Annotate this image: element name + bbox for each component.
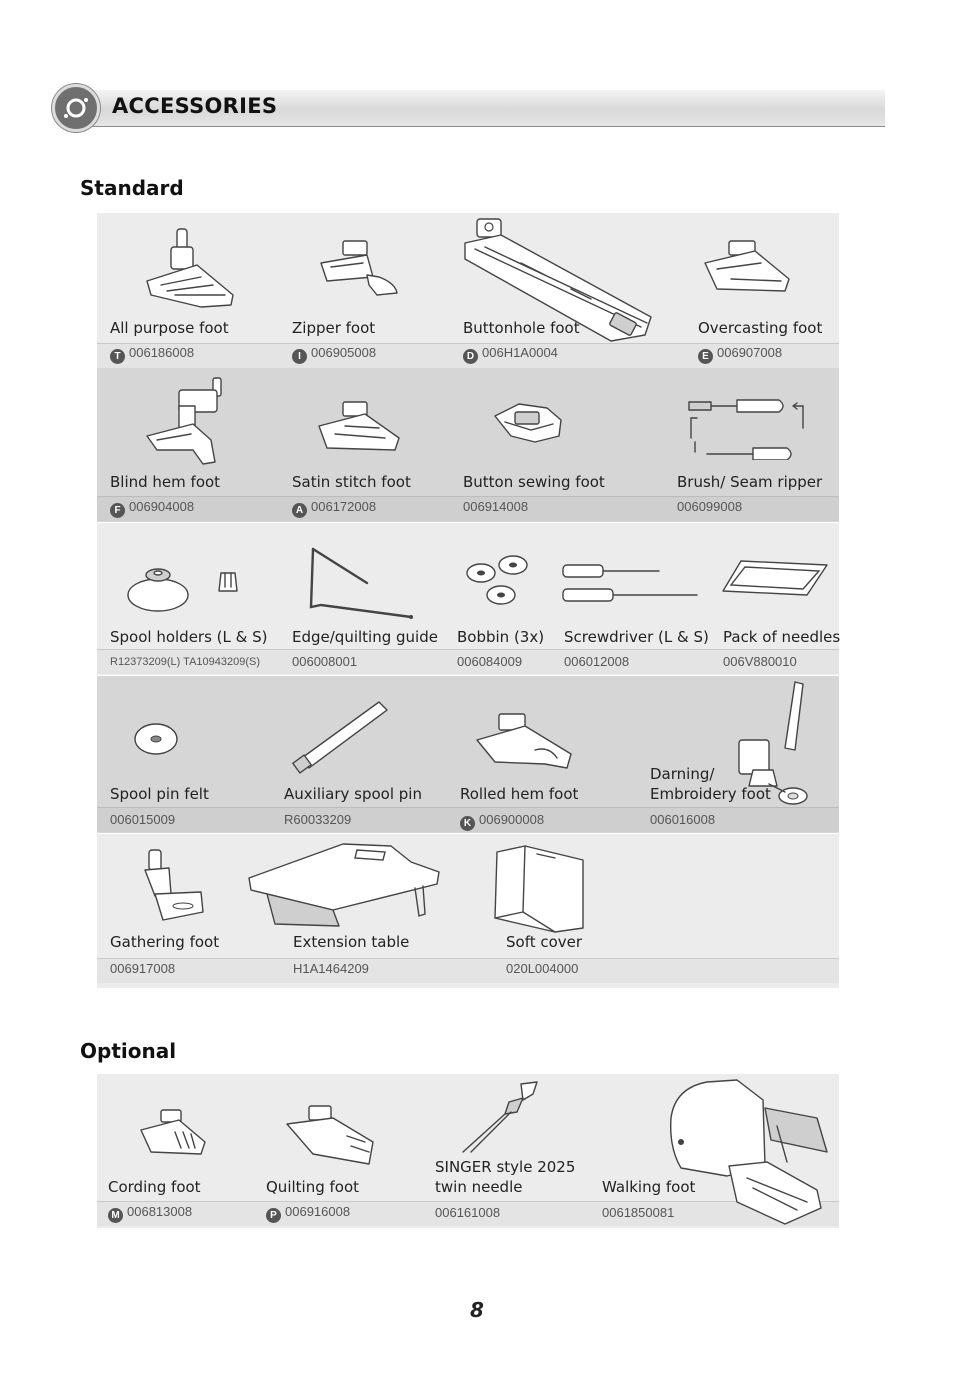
item-name: Extension table [293, 933, 410, 951]
page-title: ACCESSORIES [112, 94, 278, 118]
item-name: Spool pin felt [110, 785, 209, 803]
item-name-line-1: Darning/ [650, 765, 715, 783]
item-code: T 006186008 [110, 345, 194, 364]
auxiliary-spool-pin-icon [291, 698, 391, 774]
satin-stitch-foot-icon [315, 398, 403, 458]
item-badge: K [460, 816, 475, 831]
item-code: 0061850081 [602, 1205, 675, 1220]
item-name: Pack of needles [723, 628, 841, 646]
edge-quilting-guide-icon [307, 543, 417, 623]
standard-row-5 [97, 834, 839, 988]
page-number: 8 [470, 1298, 484, 1322]
standard-row-2 [97, 368, 839, 522]
item-code: 006V880010 [723, 654, 797, 669]
item-code: 006015009 [110, 812, 176, 827]
overcasting-foot-icon [701, 239, 793, 299]
standard-heading: Standard [80, 176, 184, 200]
item-code: 006012008 [564, 654, 630, 669]
item-badge: T [110, 349, 125, 364]
optional-heading: Optional [80, 1039, 177, 1063]
item-name: Walking foot [602, 1178, 696, 1196]
item-name: Overcasting foot [698, 319, 823, 337]
cording-foot-icon [137, 1108, 209, 1160]
item-name: Zipper foot [292, 319, 376, 337]
item-name: Spool holders (L & S) [110, 628, 268, 646]
item-name: Blind hem foot [110, 473, 221, 491]
item-name-line-1: SINGER style 2025 [435, 1158, 576, 1176]
section-header [52, 84, 885, 132]
soft-cover-icon [493, 842, 587, 934]
item-code: 006016008 [650, 812, 716, 827]
extension-table-icon [247, 840, 445, 930]
spool-holder-small-icon [215, 567, 241, 595]
item-badge: M [108, 1208, 123, 1223]
screwdriver-icon [559, 561, 701, 605]
item-badge: D [463, 349, 478, 364]
twin-needle-icon [459, 1080, 543, 1156]
button-sewing-foot-icon [491, 398, 565, 446]
item-name: Satin stitch foot [292, 473, 411, 491]
blind-hem-foot-icon [143, 376, 235, 468]
item-name: Gathering foot [110, 933, 220, 951]
item-code: A 006172008 [292, 499, 376, 518]
item-name: Quilting foot [266, 1178, 360, 1196]
item-name: Brush/ Seam ripper [677, 473, 823, 491]
item-badge: E [698, 349, 713, 364]
optional-row [97, 1074, 839, 1228]
item-code: R60033209 [284, 812, 352, 827]
item-code: F 006904008 [110, 499, 194, 518]
item-name: Soft cover [506, 933, 583, 951]
item-code: 006914008 [463, 499, 529, 514]
item-code: 006917008 [110, 961, 176, 976]
item-badge: I [292, 349, 307, 364]
spool-pin-felt-icon [133, 722, 179, 756]
item-name: All purpose foot [110, 319, 229, 337]
item-code: 006084009 [457, 654, 523, 669]
spool-holder-large-icon [125, 553, 191, 613]
item-code: M 006813008 [108, 1204, 192, 1223]
zipper-foot-icon [317, 237, 403, 301]
item-name: Cording foot [108, 1178, 201, 1196]
brush-seam-ripper-icon [687, 394, 809, 460]
item-code: 006099008 [677, 499, 743, 514]
item-badge: A [292, 503, 307, 518]
item-code: H1A1464209 [293, 961, 369, 976]
item-name: Rolled hem foot [460, 785, 579, 803]
item-code: P 006916008 [266, 1204, 350, 1223]
gathering-foot-icon [141, 848, 207, 924]
item-code: K 006900008 [460, 812, 544, 831]
item-code: R12373209(L) TA10943209(S) [110, 656, 261, 668]
code-bar [97, 958, 839, 983]
item-badge: F [110, 503, 125, 518]
item-name-line-2: twin needle [435, 1178, 523, 1196]
standard-row-3 [97, 523, 839, 675]
item-name: Buttonhole foot [463, 319, 580, 337]
all-purpose-foot-icon [141, 225, 241, 315]
item-code: 006161008 [435, 1205, 501, 1220]
standard-row-4 [97, 676, 839, 833]
item-badge: P [266, 1208, 281, 1223]
walking-foot-icon [667, 1078, 831, 1226]
item-name: Screwdriver (L & S) [564, 628, 709, 646]
item-name: Bobbin (3x) [457, 628, 545, 646]
item-name: Button sewing foot [463, 473, 605, 491]
accessories-icon [52, 84, 100, 132]
item-code: 020L004000 [506, 961, 579, 976]
item-name: Edge/quilting guide [292, 628, 438, 646]
item-name: Auxiliary spool pin [284, 785, 422, 803]
item-code: D 006H1A0004 [463, 345, 558, 364]
pack-of-needles-icon [721, 557, 829, 597]
item-code: E 006907008 [698, 345, 782, 364]
rolled-hem-foot-icon [475, 710, 577, 774]
item-code: 006008001 [292, 654, 358, 669]
standard-row-1 [97, 213, 839, 367]
item-name-line-2: Embroidery foot [650, 785, 771, 803]
bobbin-icon [461, 551, 533, 613]
quilting-foot-icon [285, 1102, 377, 1166]
item-code: I 006905008 [292, 345, 376, 364]
